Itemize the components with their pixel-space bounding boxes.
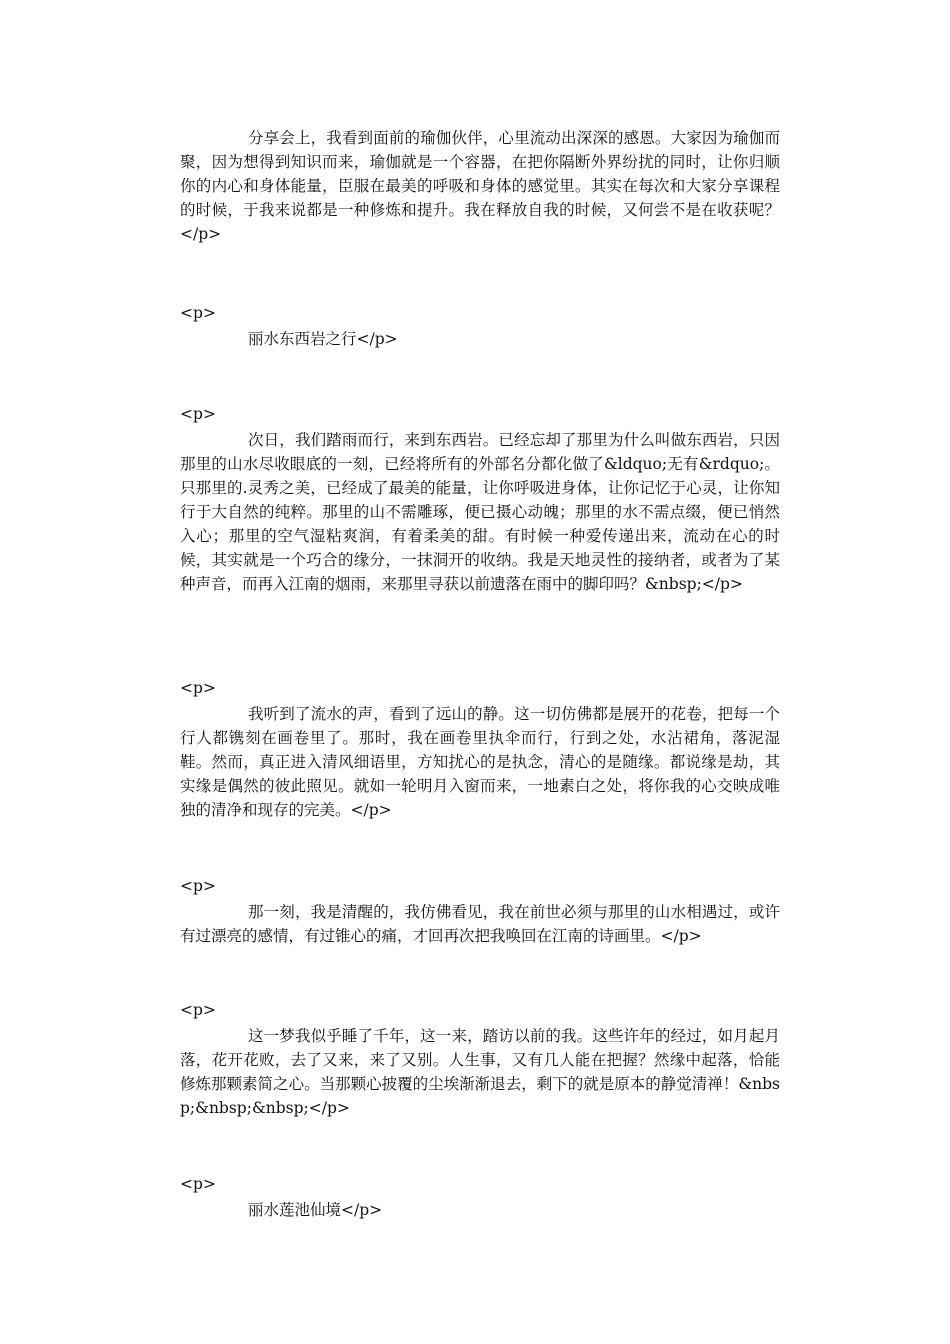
paragraph-block <box>180 676 780 822</box>
paragraph-text: 那一刻，我是清醒的，我仿佛看见，我在前世必须与那里的山水相遇过，或许有过漂亮的感情，有过锥心的痛，才回再次把我唤回在江南的诗画里。</p> <box>180 903 780 945</box>
paragraph-block <box>180 1172 780 1222</box>
paragraph-block <box>180 126 780 246</box>
section-heading: 丽水东西岩之行</p> <box>248 330 398 348</box>
paragraph-text: 我听到了流水的声，看到了远山的静。这一切仿佛都是展开的花卷，把每一个行人都镌刻在画卷里了。那时，我在画卷里执伞而行，行到之处，水沾裙角，落泥湿鞋。然而，真正进入清风细语里，方知扰心的是执念，清心的是随缘。都说缘是劫，其实缘是偶然的彼此照见。就如一轮明月入窗而来，一地素白之处，将你我的心交映成唯独的清净和现存的完美。</p> <box>180 705 780 819</box>
paragraph-block <box>180 874 780 948</box>
open-p-tag: <p> <box>180 679 216 697</box>
paragraph-block <box>180 402 780 596</box>
open-p-tag: <p> <box>180 1175 216 1193</box>
open-p-tag: <p> <box>180 877 216 895</box>
open-p-tag: <p> <box>180 304 216 322</box>
paragraph-text: 这一梦我似乎睡了千年，这一来，踏访以前的我。这些许年的经过，如月起月落，花开花败，去了又来，来了又别。人生事，又有几人能在把握？然缘中起落，恰能修炼那颗素简之心。当那颗心披覆的尘埃渐渐退去，剩下的就是原本的静觉清禅！&nbsp;&nbsp;&nbsp;</p> <box>180 1027 780 1117</box>
paragraph-block <box>180 301 780 351</box>
section-heading: 丽水莲池仙境</p> <box>248 1201 383 1219</box>
paragraph-block <box>180 998 780 1120</box>
open-p-tag: <p> <box>180 405 216 423</box>
open-p-tag: <p> <box>180 1001 216 1019</box>
paragraph-text: 次日，我们踏雨而行，来到东西岩。已经忘却了那里为什么叫做东西岩，只因那里的山水尽收眼底的一刻，已经将所有的外部名分都化做了&ldquo;无有&rdquo;。只那里的.灵秀之美，已经成了最美的能量，让你呼吸进身体，让你记忆于心灵，让你知行于大自然的纯粹。那里的山不需雕琢，便已摄心动魄；那里的水不需点缀，便已悄然入心；那里的空气湿粘爽润，有着柔美的甜。有时候一种爱传递出来，流动在心的时候，其实就是一个巧合的缘分，一抹洞开的收纳。我是天地灵性的接纳者，或者为了某种声音，而再入江南的烟雨，来那里寻获以前遗落在雨中的脚印吗？&nbsp;</p> <box>180 431 780 593</box>
paragraph-text: 分享会上，我看到面前的瑜伽伙伴，心里流动出深深的感恩。大家因为瑜伽而聚，因为想得到知识而来，瑜伽就是一个容器，在把你隔断外界纷扰的同时，让你归顺你的内心和身体能量，臣服在最美的呼吸和身体的感觉里。其实在每次和大家分享课程的时候，于我来说都是一种修炼和提升。我在释放自我的时候，又何尝不是在收获呢？</p> <box>180 129 780 243</box>
